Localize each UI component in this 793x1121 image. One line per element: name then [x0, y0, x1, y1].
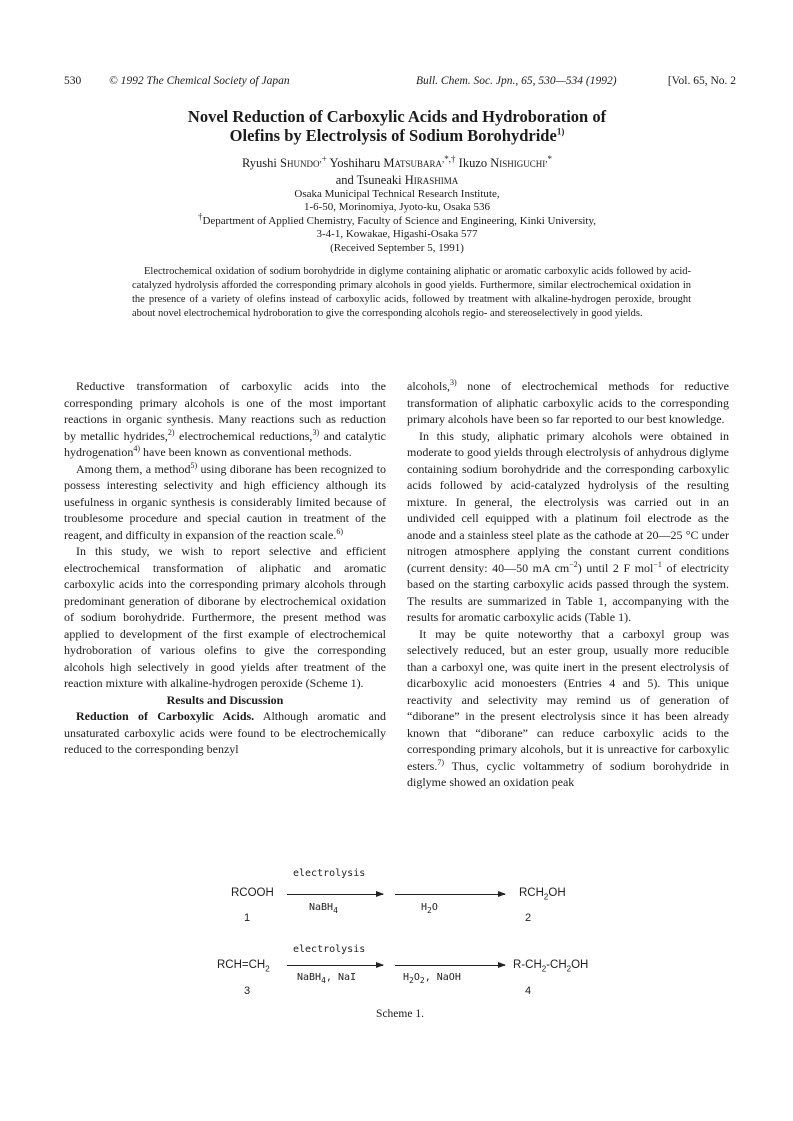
page-number: 530	[64, 75, 82, 87]
section-heading: Results and Discussion	[166, 692, 284, 707]
affiliation-line-2: 1-6-50, Morinomiya, Jyoto-ku, Osaka 536	[303, 201, 491, 214]
paragraph: alcohols,$^{3)}$ none of electrochemical methods for reductive transformation of aliphatic carboxylic acids to the corresponding primary alcohols have been so far reported to our best knowledge.	[407, 378, 729, 426]
right-column	[407, 378, 729, 791]
article-title	[60, 107, 734, 145]
author-2-mark: ,*,†	[442, 153, 456, 164]
compound-1-formula: RCOOH	[231, 887, 274, 899]
reference-mark: 2)	[167, 427, 175, 437]
subsection-heading: Reduction of Carboxylic Acids.	[76, 709, 255, 723]
reaction-scheme	[205, 862, 605, 1032]
author-1-given: Ryushi	[241, 156, 281, 170]
compound-3-formula: $RCH=CH_2$	[217, 959, 270, 974]
left-column	[64, 378, 386, 758]
affiliation-line-3: †Department of Applied Chemistry, Faculty of Science and Engineering, Kinki University,	[197, 211, 597, 227]
affiliation-mark: †	[197, 211, 203, 222]
author-3-mark: ,*	[545, 153, 553, 164]
journal-citation: Bull. Chem. Soc. Jpn., 65, 530—534 (1992)	[416, 75, 617, 87]
paragraph: Reduction of Carboxylic Acids. Although aromatic and unsaturated carboxylic acids were found to be electrochemically reduced to the corresponding benzyl	[64, 709, 386, 756]
paragraph: It may be quite noteworthy that a carboxyl group was selectively reduced, but an ester group, usually more reducible than a carboxyl one, was quite inert in the present electrolysis of dicarboxylic acid monoesters (Entries 4 and 5). This unique reactivity and selectivity may remind us of generation of “diborane” in the present electrolysis since it has been already known that “diborane” can reduce carboxylic acids to the corresponding primary alcohols, but it is unreactive for carboxylic esters.$^{7)}$ Thus, cyclic voltammetry of sodium borohydride in diglyme showed an oxidation peak	[407, 626, 729, 789]
affiliation-line-4: 3-4-1, Kowakae, Higashi-Osaka 577	[316, 228, 478, 241]
reaction-2-reagent-1: NaBH$_4$, NaI	[297, 972, 357, 985]
compound-1-number: 1	[244, 912, 251, 924]
copyright-line: © 1992 The Chemical Society of Japan	[109, 75, 290, 87]
author-1-mark: ,+	[319, 153, 327, 164]
reaction-1-condition: electrolysis	[293, 868, 366, 879]
affiliation-line-1: Osaka Municipal Technical Research Institute,	[294, 188, 500, 200]
author-2-given: Yoshiharu	[326, 156, 384, 170]
compound-3-number: 3	[244, 985, 251, 997]
title-line-1: Novel Reduction of Carboxylic Acids and Hydroboration of	[187, 107, 607, 126]
author-1-surname: Shundo	[280, 156, 320, 170]
reference-mark: 3)	[312, 427, 320, 437]
paragraph: Among them, a method$^{5)}$ using diborane has been recognized to possess interesting selectivity and high efficiency although its usefulness in organic synthesis is considerably limited because of troublesome procedure and special caution in treatment of the reagent, and difficulty in expansion of the reaction scale.$^{6)}$	[64, 460, 386, 542]
abstract: Electrochemical oxidation of sodium borohydride in diglyme containing aliphatic or aromatic carboxylic acids followed by acid-catalyzed hydrolysis afforded the corresponding primary alcohols in good yields. Furthermore, similar electrochemical oxidation in the presence of a variety of olefins instead of carboxylic acids, followed by treatment with alkaline-hydrogen peroxide, brought about novel electrochemical hydroboration to give the corresponding alcohols regio- and stereoselectively in good yields.	[132, 266, 691, 319]
reaction-2-reagent-2: $H_2O_2$, NaOH	[403, 972, 461, 985]
reference-mark: 4)	[133, 444, 140, 453]
running-head	[64, 73, 736, 89]
reference-mark: 3)	[450, 378, 457, 387]
compound-4-formula: $R-CH_2-CH_2OH$	[513, 959, 589, 974]
author-3-given: Ikuzo	[455, 156, 491, 170]
author-4-surname: Hirashima	[404, 173, 459, 187]
affiliations	[60, 188, 734, 255]
volume-issue: [Vol. 65, No. 2	[667, 75, 736, 87]
compound-4-number: 4	[525, 985, 532, 997]
reaction-2-arrow-1	[287, 965, 383, 966]
author-2-surname: Matsubara	[383, 156, 443, 170]
title-line-2: Olefins by Electrolysis of Sodium Borohydride	[229, 126, 557, 145]
reaction-1-arrow-1	[287, 894, 383, 895]
paragraph: In this study, we wish to report selective and efficient electrochemical transformation of aliphatic and aromatic carboxylic acids into the corresponding primary alcohols through predominant generation of diborane by electrochemical oxidation of sodium borohydride. Furthermore, the present method was applied to development of the first example of electrochemical hydroboration of various olefins to give the corresponding alcohols high selectively in good yields after treatment of the reaction mixture with alkaline-hydrogen peroxide (Scheme 1).	[64, 544, 386, 690]
author-4-given: and Tsuneaki	[335, 173, 405, 187]
reaction-2-condition: electrolysis	[293, 944, 366, 955]
author-3-surname: Nishiguchi	[490, 156, 546, 170]
scheme-caption: Scheme 1.	[376, 1008, 424, 1020]
compound-2-number: 2	[525, 912, 532, 924]
reference-mark: 6)	[336, 526, 344, 536]
paragraph: In this study, aliphatic primary alcohols were obtained in moderate to good yields through electrolysis of anhydrous diglyme containing sodium borohydride and the corresponding carboxylic acids followed by acid-catalyzed hydrolysis of the resulting mixture. In general, the electrolysis was carried out in an undivided cell equipped with a platinum foil electrode as the anode and a stainless steel plate as the cathode at 20—25 °C under nitrogen atmosphere applying the constant current conditions (current density: 40—50 mA $cm^{-2}$) until 2 F mol$^{-1}$ of electricity based on the starting carboxylic acids passed through the system. The results are summarized in Table 1, accompanying with the results for aromatic carboxylic acids (Table 1).	[407, 428, 729, 624]
title-footnote-mark: 1)	[556, 126, 565, 137]
reaction-2-arrow-2	[395, 965, 505, 966]
reference-mark: 7)	[437, 757, 444, 767]
reaction-1-reagent-1: NaBH$_4$	[309, 902, 338, 915]
received-date: (Received September 5, 1991)	[330, 241, 464, 254]
reaction-1-arrow-2	[395, 894, 505, 895]
author-list	[60, 155, 734, 189]
reference-mark: 5)	[190, 460, 198, 470]
paragraph: Reductive transformation of carboxylic acids into the corresponding primary alcohols is one of the most important reactions in organic synthesis. Many reactions such as reduction by metallic hydrides,$^{2)}$ electrochemical reductions,$^{3)}$ and catalytic hydrogenation$^{4)}$ have been known as conventional methods.	[64, 379, 386, 459]
compound-2-formula: $RCH_2OH$	[519, 887, 566, 902]
reaction-1-reagent-2: $H_2O$	[421, 902, 438, 915]
